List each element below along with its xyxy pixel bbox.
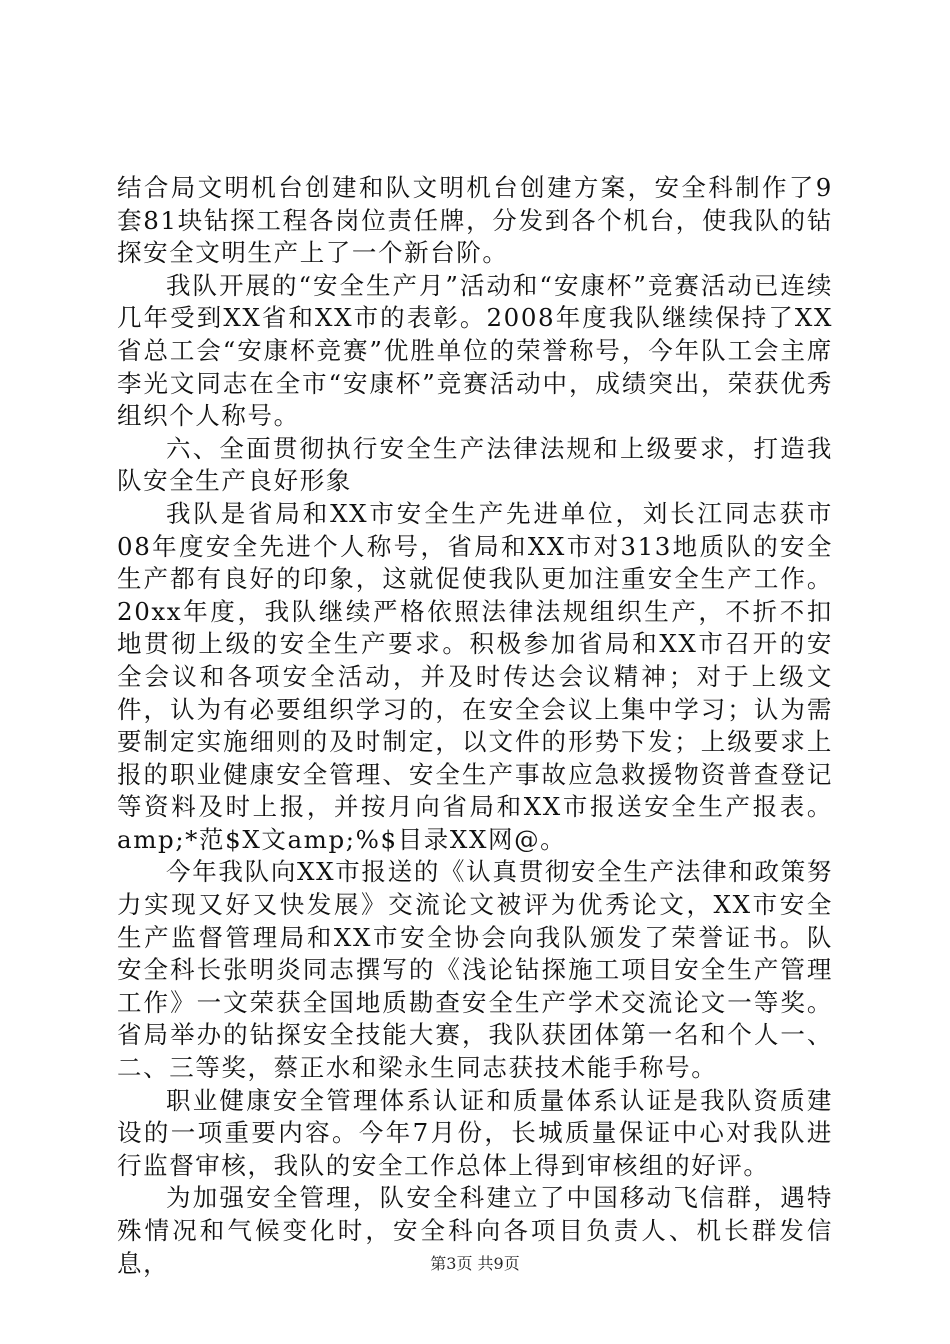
paragraph-4: 今年我队向XX市报送的《认真贯彻安全生产法律和政策努力实现又好又快发展》交流论文被评为优秀论文，XX市安全生产监督管理局和XX市安全协会向我队颁发了荣誉证书。队安全科长张明炎同志撰写的《浅论钻探施工项目安全生产管理工作》一文荣获全国地质勘查安全生产学术交流论文一等奖。省局举办的钻探安全技能大赛，我队获团体第一名和个人一、二、三等奖，蔡正水和梁永生同志获技术能手称号。 (117, 857, 833, 1083)
paragraph-1: 结合局文明机台创建和队文明机台创建方案，安全科制作了9套81块钻探工程各岗位责任牌，分发到各个机台，使我队的钻探安全文明生产上了一个新台阶。 (117, 173, 833, 268)
paragraph-6: 为加强安全管理，队安全科建立了中国移动飞信群，遇特殊情况和气候变化时，安全科向各项目负责人、机长群发信息， (117, 1183, 833, 1278)
page-number-label: 第3页 共9页 (430, 1254, 520, 1273)
page-footer (0, 1254, 950, 1274)
paragraph-3: 我队是省局和XX市安全生产先进单位，刘长江同志获市08年度安全先进个人称号，省局和XX市对313地质队的安全生产都有良好的印象，这就促使我队更加注重安全生产工作。20xx年度，我队继续严格依照法律法规组织生产，不折不扣地贯彻上级的安全生产要求。积极参加省局和XX市召开的安全会议和各项安全活动，并及时传达会议精神；对于上级文件，认为有必要组织学习的，在安全会议上集中学习；认为需要制定实施细则的及时制定，以文件的形势下发；上级要求上报的职业健康安全管理、安全生产事故应急救援物资普查登记等资料及时上报，并按月向省局和XX市报送安全生产报表。amp;*范$X文amp;%$目录XX网@。 (117, 498, 833, 854)
paragraph-2: 我队开展的“安全生产月”活动和“安康杯”竞赛活动已连续几年受到XX省和XX市的表彰。2008年度我队继续保持了XX省总工会“安康杯竞赛”优胜单位的荣誉称号，今年队工会主席李光文同志在全市“安康杯”竞赛活动中，成绩突出，荣获优秀组织个人称号。 (117, 270, 833, 431)
document-body (117, 172, 833, 1280)
paragraph-5: 职业健康安全管理体系认证和质量体系认证是我队资质建设的一项重要内容。今年7月份，长城质量保证中心对我队进行监督审核，我队的安全工作总体上得到审核组的好评。 (117, 1085, 833, 1180)
section-heading-6: 六、全面贯彻执行安全生产法律法规和上级要求，打造我队安全生产良好形象 (117, 433, 833, 496)
